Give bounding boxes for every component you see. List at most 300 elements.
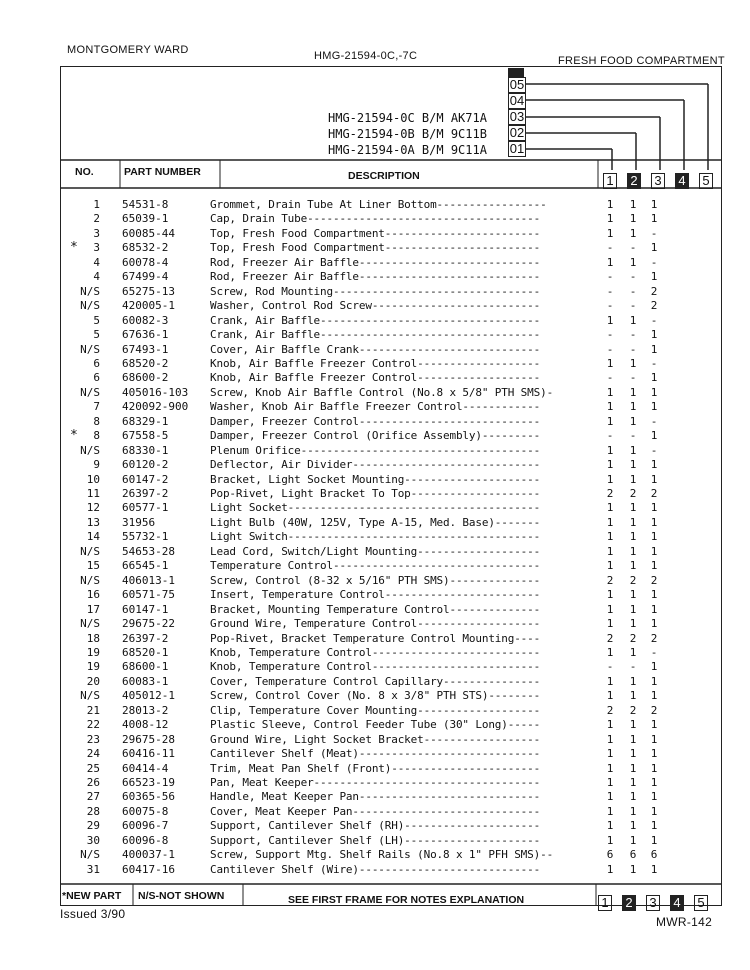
quantity-cell: 1 [629, 414, 637, 428]
quantity-cell: 1 [650, 790, 658, 804]
quantity-cell: - [650, 356, 658, 370]
quantity-cell: 1 [650, 862, 658, 876]
item-number: 16 [86, 588, 100, 602]
quantity-cell: 1 [650, 674, 658, 688]
quantity-cell: 1 [629, 544, 637, 558]
quantity-cell: - [606, 241, 614, 255]
part-number: 60147-2 [122, 472, 169, 486]
item-number: 3 [93, 241, 100, 255]
part-description: Top, Fresh Food Compartment------------------------ [210, 226, 541, 240]
part-number: 67558-5 [122, 429, 169, 443]
item-number: 4 [93, 270, 100, 284]
quantity-cell: 1 [650, 400, 658, 414]
quantity-cell: 1 [629, 400, 637, 414]
variant-code: 04 [509, 93, 525, 108]
part-row [0, 646, 750, 660]
part-description: Pop-Rivet, Bracket Temperature Control Mounting---- [210, 631, 541, 645]
quantity-cell: 1 [629, 718, 637, 732]
quantity-cell: 2 [606, 631, 614, 645]
quantity-cell: 1 [650, 819, 658, 833]
part-number: 60571-75 [122, 588, 175, 602]
brand-label: MONTGOMERY WARD [67, 44, 189, 56]
quantity-cell: 1 [629, 617, 637, 631]
quantity-cell: 2 [629, 631, 637, 645]
part-row [0, 545, 750, 559]
part-description: Trim, Meat Pan Shelf (Front)----------------------- [210, 761, 541, 775]
part-number: 68329-1 [122, 414, 169, 428]
variant-box: 1 [603, 173, 617, 189]
item-number: 17 [86, 602, 100, 616]
part-number: 60147-1 [122, 602, 169, 616]
variant-code: 05 [509, 77, 525, 92]
quantity-cell: 1 [629, 313, 637, 327]
variant-box-row [603, 170, 713, 189]
part-number: 68532-2 [122, 241, 169, 255]
part-number: 60096-8 [122, 833, 169, 847]
item-number: N/S [80, 284, 100, 298]
quantity-cell: 1 [650, 501, 658, 515]
quantity-cell: 1 [629, 385, 637, 399]
quantity-cell: 1 [606, 617, 614, 631]
quantity-cell: 1 [650, 660, 658, 674]
item-number: 13 [86, 515, 100, 529]
part-number: 28013-2 [122, 703, 169, 717]
quantity-cell: 1 [606, 472, 614, 486]
quantity-cell: - [606, 284, 614, 298]
part-row [0, 733, 750, 747]
quantity-cell: 1 [650, 776, 658, 789]
part-description: Knob, Temperature Control-------------------------- [210, 660, 541, 674]
quantity-cell: 2 [650, 487, 658, 500]
part-number: 68330-1 [122, 443, 169, 457]
quantity-cell: 1 [650, 602, 658, 616]
quantity-cell: 1 [606, 732, 614, 746]
quantity-cell: 1 [606, 689, 614, 703]
footer-notes: SEE FIRST FRAME FOR NOTES EXPLANATION [288, 894, 525, 906]
quantity-cell: - [629, 241, 637, 255]
quantity-cell: 1 [629, 674, 637, 688]
part-row [0, 718, 750, 732]
part-row [0, 863, 750, 877]
item-number: N/S [80, 299, 100, 313]
quantity-cell: 1 [606, 226, 614, 240]
quantity-cell: - [606, 660, 614, 674]
quantity-cell: 1 [629, 689, 637, 703]
quantity-cell: 1 [606, 674, 614, 688]
part-number: 67636-1 [122, 328, 169, 342]
item-number: 23 [86, 732, 100, 746]
item-number: 19 [86, 645, 100, 659]
part-description: Cantilever Shelf (Meat)---------------------------- [210, 747, 541, 761]
item-number: 11 [86, 487, 100, 500]
quantity-cell: 1 [606, 776, 614, 789]
part-description: Light Bulb (40W, 125V, Type A-15, Med. Base)------- [210, 515, 541, 529]
part-row [0, 805, 750, 819]
part-row [0, 487, 750, 501]
quantity-cell: 1 [629, 790, 637, 804]
item-number: N/S [80, 617, 100, 631]
part-row [0, 328, 750, 342]
part-row [0, 819, 750, 833]
part-description: Ground Wire, Light Socket Bracket------------------ [210, 732, 541, 746]
item-number: 10 [86, 472, 100, 486]
part-number: 66545-1 [122, 559, 169, 573]
quantity-cell: - [629, 371, 637, 385]
part-row [0, 343, 750, 357]
part-row [0, 574, 750, 588]
part-description: Damper, Freezer Control---------------------------- [210, 414, 541, 428]
quantity-cell: 1 [629, 761, 637, 775]
quantity-cell: 1 [606, 559, 614, 573]
part-number: 67493-1 [122, 342, 169, 356]
quantity-cell: 1 [629, 732, 637, 746]
quantity-cell: 1 [650, 371, 658, 385]
col-description: DESCRIPTION [348, 170, 420, 182]
part-number: 68520-2 [122, 356, 169, 370]
part-number: 68600-2 [122, 371, 169, 385]
quantity-cell: - [606, 429, 614, 443]
variant-model: HMG-21594-0A B/M 9C11A [328, 143, 487, 157]
part-number: 67499-4 [122, 270, 169, 284]
quantity-cell: 1 [629, 458, 637, 472]
quantity-cell: 2 [650, 299, 658, 313]
quantity-cell: - [629, 660, 637, 674]
quantity-cell: 2 [606, 703, 614, 717]
quantity-cell: 1 [606, 255, 614, 269]
part-row [0, 241, 750, 255]
quantity-cell: 1 [629, 212, 637, 226]
part-number: 26397-2 [122, 631, 169, 645]
item-number: 21 [86, 703, 100, 717]
col-no: NO. [75, 166, 94, 178]
quantity-cell: 1 [629, 515, 637, 529]
part-description: Cantilever Shelf (Wire)---------------------------- [210, 862, 541, 876]
quantity-cell: - [629, 342, 637, 356]
part-description: Screw, Control Cover (No. 8 x 3/8" PTH STS)-------- [210, 689, 541, 703]
quantity-cell: 1 [606, 718, 614, 732]
part-number: 54531-8 [122, 198, 169, 211]
quantity-cell: 6 [606, 848, 614, 862]
quantity-cell: - [606, 270, 614, 284]
part-row [0, 603, 750, 617]
part-description: Screw, Support Mtg. Shelf Rails (No.8 x 1" PFH SMS)-- [210, 848, 554, 862]
footer-not-shown: N/S-NOT SHOWN [138, 890, 225, 902]
part-number: 60416-11 [122, 747, 175, 761]
part-row [0, 762, 750, 776]
quantity-cell: 1 [650, 617, 658, 631]
variant-box: 2 [622, 895, 636, 911]
quantity-cell: - [629, 299, 637, 313]
quantity-cell: - [629, 270, 637, 284]
quantity-cell: 1 [650, 429, 658, 443]
part-number: 60120-2 [122, 458, 169, 472]
quantity-cell: 1 [629, 255, 637, 269]
item-number: 29 [86, 819, 100, 833]
page-code: MWR-142 [656, 915, 713, 929]
part-description: Temperature Control-------------------------------- [210, 559, 541, 573]
parts-list [0, 198, 750, 878]
variant-box: 5 [694, 895, 708, 911]
part-description: Knob, Temperature Control-------------------------- [210, 645, 541, 659]
part-number: 54653-28 [122, 544, 175, 558]
quantity-cell: 1 [606, 544, 614, 558]
quantity-cell: 1 [606, 790, 614, 804]
item-number: 4 [93, 255, 100, 269]
part-row [0, 285, 750, 299]
item-number: N/S [80, 443, 100, 457]
quantity-cell: 6 [629, 848, 637, 862]
part-number: 400037-1 [122, 848, 175, 862]
quantity-cell: - [606, 299, 614, 313]
quantity-cell: 1 [650, 241, 658, 255]
quantity-cell: 1 [629, 530, 637, 544]
issued-date: Issued 3/90 [60, 907, 126, 921]
part-row [0, 429, 750, 443]
new-part-marker: * [70, 240, 78, 256]
quantity-cell: - [650, 645, 658, 659]
quantity-cell: - [650, 414, 658, 428]
part-number: 405016-103 [122, 385, 189, 399]
item-number: 2 [93, 212, 100, 226]
part-row [0, 256, 750, 270]
part-row [0, 473, 750, 487]
quantity-cell: 1 [606, 400, 614, 414]
part-row [0, 530, 750, 544]
part-row [0, 675, 750, 689]
part-description: Knob, Air Baffle Freezer Control------------------- [210, 371, 541, 385]
quantity-cell: - [650, 443, 658, 457]
item-number: N/S [80, 689, 100, 703]
part-description: Light Switch--------------------------------------- [210, 530, 541, 544]
variant-code: 01 [509, 141, 525, 156]
item-number: 8 [93, 414, 100, 428]
part-description: Washer, Knob Air Baffle Freezer Control------------ [210, 400, 541, 414]
part-number: 29675-22 [122, 617, 175, 631]
part-description: Damper, Freezer Control (Orifice Assembly)--------- [210, 429, 541, 443]
part-number: 68600-1 [122, 660, 169, 674]
part-row [0, 632, 750, 646]
part-description: Pop-Rivet, Light Bracket To Top-------------------- [210, 487, 541, 500]
new-part-marker: * [70, 428, 78, 444]
variant-box: 3 [646, 895, 660, 911]
part-description: Screw, Control (8-32 x 5/16" PTH SMS)-------------- [210, 573, 541, 587]
part-number: 60083-1 [122, 674, 169, 688]
part-description: Handle, Meat Keeper Pan---------------------------- [210, 790, 541, 804]
part-description: Clip, Temperature Cover Mounting------------------- [210, 703, 541, 717]
quantity-cell: 2 [650, 703, 658, 717]
quantity-cell: - [606, 342, 614, 356]
item-number: 3 [93, 226, 100, 240]
part-row [0, 386, 750, 400]
quantity-cell: 1 [650, 689, 658, 703]
quantity-cell: 1 [650, 588, 658, 602]
quantity-cell: 1 [629, 501, 637, 515]
part-description: Knob, Air Baffle Freezer Control------------------- [210, 356, 541, 370]
part-number: 60417-16 [122, 862, 175, 876]
part-description: Cover, Temperature Control Capillary--------------- [210, 674, 541, 688]
quantity-cell: 1 [629, 588, 637, 602]
col-part-number: PART NUMBER [124, 166, 201, 178]
item-number: 20 [86, 674, 100, 688]
quantity-cell: 1 [606, 862, 614, 876]
part-row [0, 270, 750, 284]
quantity-cell: 1 [629, 356, 637, 370]
part-row [0, 212, 750, 226]
variant-box: 4 [670, 895, 684, 911]
variant-box: 5 [699, 173, 713, 189]
quantity-cell: 1 [606, 501, 614, 515]
quantity-cell: 1 [606, 385, 614, 399]
quantity-cell: 1 [629, 747, 637, 761]
item-number: 6 [93, 371, 100, 385]
quantity-cell: 1 [629, 862, 637, 876]
part-number: 406013-1 [122, 573, 175, 587]
quantity-cell: 1 [650, 732, 658, 746]
item-number: 28 [86, 804, 100, 818]
section-label: FRESH FOOD COMPARTMENT [558, 55, 725, 67]
part-description: Ground Wire, Temperature Control------------------- [210, 617, 541, 631]
quantity-cell: 1 [629, 226, 637, 240]
part-description: Crank, Air Baffle---------------------------------- [210, 328, 541, 342]
footer-new-part: *NEW PART [62, 890, 122, 902]
item-number: N/S [80, 848, 100, 862]
part-row [0, 314, 750, 328]
item-number: 27 [86, 790, 100, 804]
quantity-cell: 1 [606, 313, 614, 327]
part-number: 4008-12 [122, 718, 169, 732]
quantity-cell: 1 [629, 804, 637, 818]
variant-box: 4 [675, 173, 689, 189]
part-number: 60085-44 [122, 226, 175, 240]
quantity-cell: 1 [629, 443, 637, 457]
part-number: 60414-4 [122, 761, 169, 775]
part-number: 60075-8 [122, 804, 169, 818]
quantity-cell: - [650, 226, 658, 240]
part-row [0, 834, 750, 848]
quantity-cell: 1 [650, 530, 658, 544]
item-number: 12 [86, 501, 100, 515]
part-description: Top, Fresh Food Compartment------------------------ [210, 241, 541, 255]
quantity-cell: 1 [606, 747, 614, 761]
item-number: N/S [80, 385, 100, 399]
part-row [0, 227, 750, 241]
part-row [0, 299, 750, 313]
variant-code: 02 [509, 125, 525, 140]
part-number: 66523-19 [122, 776, 175, 789]
quantity-cell: 1 [650, 212, 658, 226]
quantity-cell: - [629, 284, 637, 298]
quantity-cell: 1 [650, 761, 658, 775]
part-row [0, 704, 750, 718]
item-number: 8 [93, 429, 100, 443]
part-description: Insert, Temperature Control------------------------ [210, 588, 541, 602]
quantity-cell: - [606, 328, 614, 342]
part-row [0, 617, 750, 631]
quantity-cell: 1 [629, 559, 637, 573]
item-number: N/S [80, 544, 100, 558]
quantity-cell: 1 [629, 645, 637, 659]
part-row [0, 790, 750, 804]
part-row [0, 689, 750, 703]
part-description: Lead Cord, Switch/Light Mounting------------------- [210, 544, 541, 558]
variant-code: 03 [509, 109, 525, 124]
item-number: 5 [93, 328, 100, 342]
part-row [0, 501, 750, 515]
quantity-cell: - [629, 328, 637, 342]
quantity-cell: 2 [650, 284, 658, 298]
part-description: Washer, Control Rod Screw-------------------------- [210, 299, 541, 313]
quantity-cell: 1 [650, 747, 658, 761]
quantity-cell: 1 [606, 443, 614, 457]
quantity-cell: 1 [606, 819, 614, 833]
item-number: 1 [93, 198, 100, 211]
part-description: Rod, Freezer Air Baffle---------------------------- [210, 255, 541, 269]
item-number: 31 [86, 862, 100, 876]
quantity-cell: 1 [606, 602, 614, 616]
quantity-cell: 1 [650, 718, 658, 732]
quantity-cell: 1 [650, 472, 658, 486]
part-number: 65039-1 [122, 212, 169, 226]
part-row [0, 747, 750, 761]
part-description: Rod, Freezer Air Baffle---------------------------- [210, 270, 541, 284]
item-number: 7 [93, 400, 100, 414]
item-number: N/S [80, 342, 100, 356]
part-row [0, 848, 750, 862]
quantity-cell: 1 [606, 588, 614, 602]
part-description: Crank, Air Baffle---------------------------------- [210, 313, 541, 327]
quantity-cell: 1 [650, 198, 658, 211]
quantity-cell: 1 [629, 198, 637, 211]
part-number: 60082-3 [122, 313, 169, 327]
quantity-cell: 1 [606, 458, 614, 472]
part-number: 31956 [122, 515, 156, 529]
item-number: 5 [93, 313, 100, 327]
quantity-cell: 1 [650, 515, 658, 529]
item-number: 18 [86, 631, 100, 645]
quantity-cell: 1 [650, 559, 658, 573]
part-description: Support, Cantilever Shelf (RH)--------------------- [210, 819, 541, 833]
quantity-cell: 1 [650, 328, 658, 342]
part-description: Screw, Rod Mounting-------------------------------- [210, 284, 541, 298]
quantity-cell: 1 [606, 414, 614, 428]
part-row [0, 559, 750, 573]
part-row [0, 458, 750, 472]
model-label: HMG-21594-0C,-7C [314, 50, 418, 62]
quantity-cell: 1 [650, 833, 658, 847]
part-row [0, 415, 750, 429]
quantity-cell: 1 [606, 804, 614, 818]
part-row [0, 776, 750, 790]
quantity-cell: 1 [606, 833, 614, 847]
quantity-cell: 1 [606, 530, 614, 544]
quantity-cell: 1 [606, 198, 614, 211]
item-number: 9 [93, 458, 100, 472]
item-number: 19 [86, 660, 100, 674]
quantity-cell: 2 [606, 487, 614, 500]
variant-code-list [508, 77, 526, 157]
item-number: 30 [86, 833, 100, 847]
quantity-cell: 1 [606, 645, 614, 659]
item-number: 22 [86, 718, 100, 732]
part-description: Cover, Meat Keeper Pan----------------------------- [210, 804, 541, 818]
part-description: Screw, Knob Air Baffle Control (No.8 x 5/8" PTH SMS)- [210, 385, 554, 399]
quantity-cell: 1 [650, 804, 658, 818]
part-description: Bracket, Mounting Temperature Control-------------- [210, 602, 541, 616]
quantity-cell: 1 [650, 458, 658, 472]
variant-model: HMG-21594-0B B/M 9C11B [328, 127, 487, 141]
quantity-cell: 1 [629, 833, 637, 847]
footer-variant-box-row [598, 892, 708, 911]
